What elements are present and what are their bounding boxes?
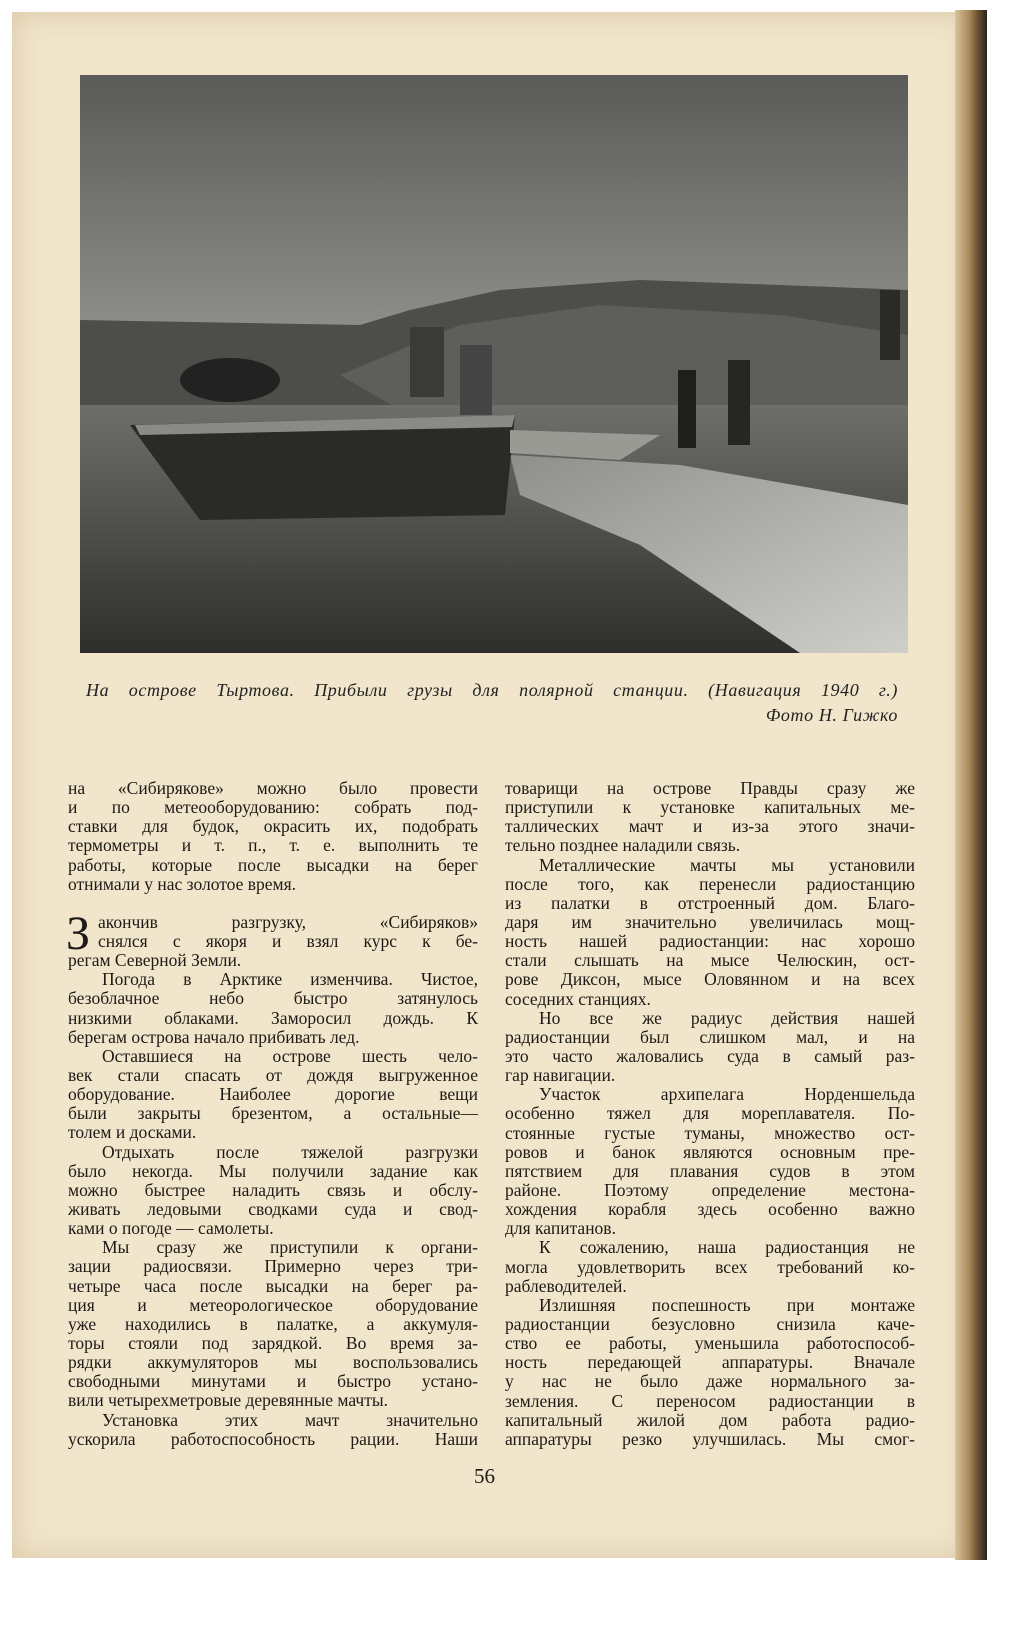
photo-caption xyxy=(86,680,898,726)
text-line: радиостанции безусловно снизила каче- xyxy=(505,1313,915,1334)
text-line: Но все же радиус действия нашей xyxy=(539,1007,915,1028)
text-line: толем и досками. xyxy=(68,1122,197,1143)
text-line: на «Сибирякове» можно было провести xyxy=(68,778,478,798)
text-line: К сожалению, наша радиостанция не xyxy=(539,1237,915,1258)
text-line: раблеводителей. xyxy=(505,1275,627,1296)
text-line: особенно тяжел для мореплавателя. По- xyxy=(505,1103,915,1124)
text-line: зации радиосвязи. Примерно через три- xyxy=(68,1256,478,1277)
text-line: даря им значительно увеличилась мощ- xyxy=(505,911,915,932)
text-line: тельно позднее наладили связь. xyxy=(505,835,741,856)
text-line: районе. Поэтому определение местона- xyxy=(505,1179,915,1200)
text-line: после того, как перенесли радиостанцию xyxy=(505,873,915,894)
text-line: Излишняя поспешность при монтаже xyxy=(539,1294,915,1315)
paragraph xyxy=(505,1085,915,1238)
text-line: это часто жаловались суда в самый раз- xyxy=(505,1045,915,1066)
text-line: соседних станциях. xyxy=(505,988,651,1009)
text-line: рове Диксон, мысе Оловянном и на всех xyxy=(505,969,915,990)
paragraph-gap xyxy=(68,894,478,913)
paragraph xyxy=(505,779,915,856)
text-line: снялся с якоря и взял курс к бе- xyxy=(98,930,478,951)
text-line: Участок архипелага Норденшельда xyxy=(539,1084,915,1105)
text-line: таллических мачт и из-за этого значи- xyxy=(505,816,915,837)
text-line: аппаратуры резко улучшилась. Мы смог- xyxy=(505,1428,915,1449)
photo-credit: Фото Н. Гижко xyxy=(765,705,898,725)
text-line: Отдыхать после тяжелой разгрузки xyxy=(102,1141,478,1162)
text-line: берегам острова начало прибивать лед. xyxy=(68,1026,360,1047)
text-line: у нас не было даже нормального за- xyxy=(505,1371,915,1392)
page-number: 56 xyxy=(474,1464,495,1488)
text-line: Оставшиеся на острове шесть чело- xyxy=(102,1045,478,1066)
text-line: ция и метеорологическое оборудование xyxy=(68,1294,478,1315)
text-line: капитальный жилой дом работа радио- xyxy=(505,1409,915,1430)
text-line: безоблачное небо быстро затянулось xyxy=(68,988,478,1009)
text-line: акончив разгрузку, «Сибиряков» xyxy=(98,911,478,932)
text-line: радиостанции был слишком мал, и на xyxy=(505,1026,915,1047)
paragraph xyxy=(505,1009,915,1086)
text-line: Установка этих мачт значительно xyxy=(102,1409,478,1430)
text-line: гар навигации. xyxy=(505,1065,616,1086)
text-line: четыре часа после высадки на берег ра- xyxy=(68,1275,478,1296)
text-line: ускорила работоспособность рации. Наши xyxy=(68,1428,478,1449)
text-line: стали слышать на мысе Челюскин, ост- xyxy=(505,950,915,971)
text-line: век стали спасать от дождя выгруженное xyxy=(68,1064,478,1085)
book-binding-edge xyxy=(955,10,987,1560)
text-line: регам Северной Земли. xyxy=(68,950,242,971)
text-line: рядки аккумуляторов мы воспользовались xyxy=(68,1352,478,1373)
text-line: ками о погоде — самолеты. xyxy=(68,1218,274,1239)
text-line: свободными минутами и быстро устано- xyxy=(68,1371,478,1392)
text-line: могла удовлетворить всех требований ко- xyxy=(505,1256,915,1277)
text-line: земления. С переносом радиостанции в xyxy=(505,1390,915,1411)
paragraph xyxy=(68,779,478,894)
paragraph xyxy=(68,970,478,1047)
text-line: и по метеооборудованию: собрать под- xyxy=(68,797,478,818)
text-line: вили четырехметровые деревянные мачты. xyxy=(68,1390,388,1411)
paragraph xyxy=(68,1047,478,1143)
text-line: из палатки в отстроенный дом. Благо- xyxy=(505,892,915,913)
text-line: Погода в Арктике изменчива. Чистое, xyxy=(102,969,478,990)
text-line: стоянные густые туманы, множество ост- xyxy=(505,1122,915,1143)
text-line: приступили к установке капитальных ме- xyxy=(505,797,915,818)
drop-cap: З xyxy=(66,906,91,960)
text-line: товарищи на острове Правды сразу же xyxy=(505,778,915,798)
text-line: работы, которые после высадки на берег xyxy=(68,854,478,875)
text-line: были закрыты брезентом, а остальные— xyxy=(68,1103,478,1124)
text-line: Мы сразу же приступили к органи- xyxy=(102,1237,478,1258)
text-line: термометры и т. п., т. е. выполнить те xyxy=(68,835,478,856)
text-column-left xyxy=(68,779,478,1449)
text-line: пятствием для плавания судов в этом xyxy=(505,1160,915,1181)
paragraph xyxy=(505,1296,915,1449)
text-line: хождения корабля здесь особенно важно xyxy=(505,1199,915,1220)
paragraph xyxy=(68,1411,478,1449)
text-line: отнимали у нас золотое время. xyxy=(68,873,297,894)
text-line: было некогда. Мы получили задание как xyxy=(68,1160,478,1181)
paragraph xyxy=(66,906,478,971)
text-column-right xyxy=(505,779,915,1449)
paragraph xyxy=(68,1143,478,1239)
text-line: ставки для будок, окрасить их, подобрать xyxy=(68,816,478,837)
text-line: Металлические мачты мы установили xyxy=(539,854,915,875)
text-line: ство ее работы, уменьшила работоспособ- xyxy=(505,1333,915,1354)
paragraph xyxy=(68,1238,478,1410)
text-line: низкими облаками. Заморосил дождь. К xyxy=(68,1007,478,1028)
text-line: ровов и банок являются основным пре- xyxy=(505,1141,915,1162)
paragraph xyxy=(505,1238,915,1295)
text-line: ность передающей аппаратуры. Вначале xyxy=(505,1352,915,1373)
text-line: живать ледовыми сводками суда и свод- xyxy=(68,1198,478,1219)
caption-text: На острове Тыртова. Прибыли грузы для полярной станции. (Навигация 1940 г.) xyxy=(86,680,898,700)
text-line: оборудование. Наиболее дорогие вещи xyxy=(68,1084,478,1105)
text-line: ность нашей радиостанции: нас хорошо xyxy=(505,931,915,952)
photograph-boat-at-shore xyxy=(80,75,908,653)
paragraph xyxy=(505,856,915,1009)
text-line: уже находились в палатке, а аккумуля- xyxy=(68,1313,478,1334)
text-line: можно быстрее наладить связь и обслу- xyxy=(68,1179,478,1200)
text-line: торы стояли под зарядкой. Во время за- xyxy=(68,1332,478,1353)
text-line: для капитанов. xyxy=(505,1218,616,1239)
